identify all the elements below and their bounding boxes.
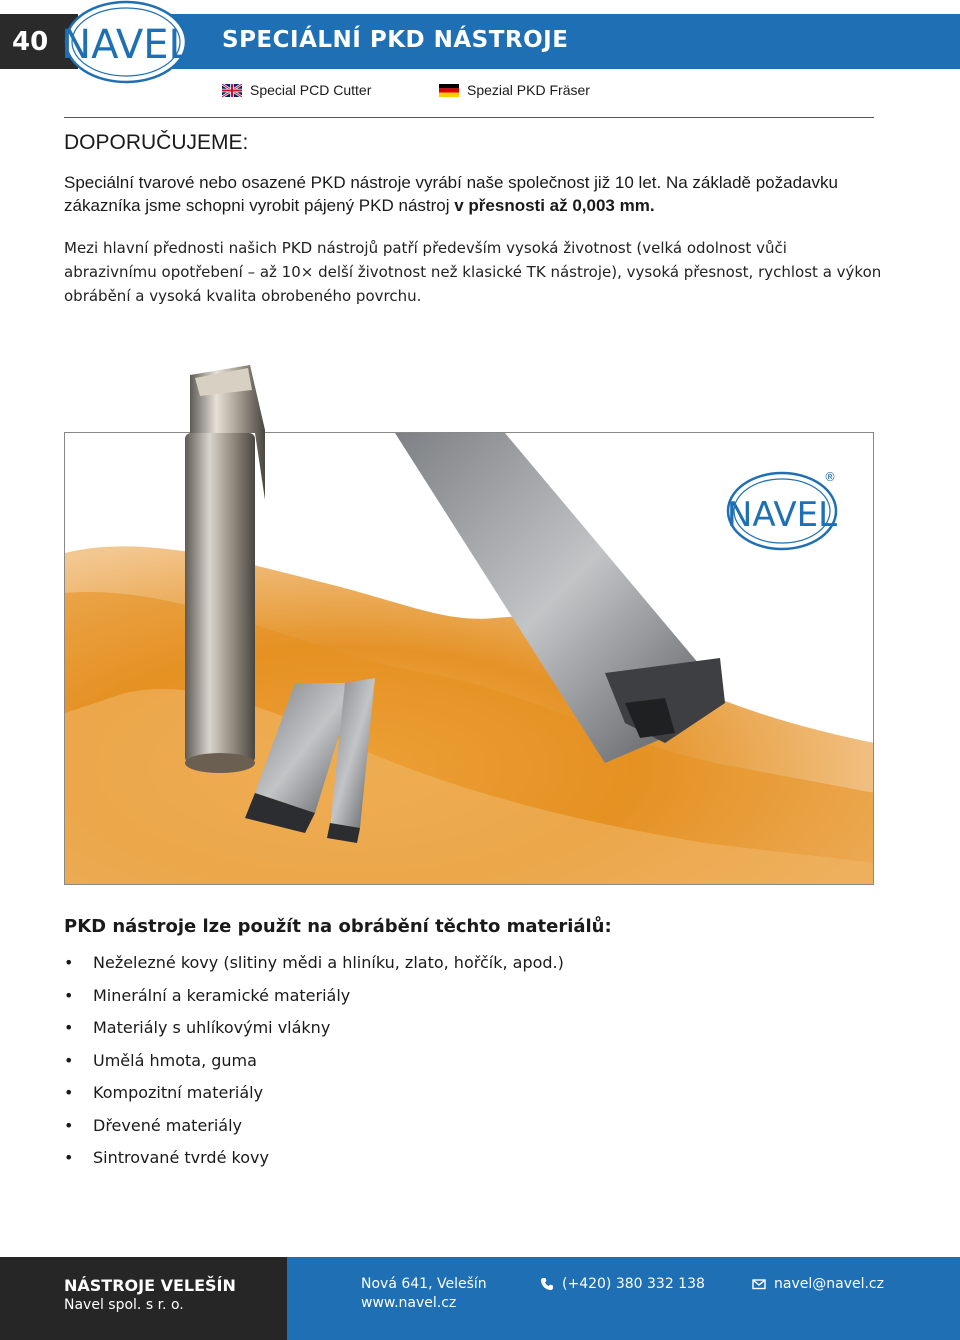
intro-text: Speciální tvarové nebo osazené PKD nástroje vyrábí naše společnost již 10 let. Na základě požadavku zákazníka jsme schopni vyrobit pájený PKD nástroj (64, 173, 838, 215)
language-german-label: Spezial PKD Fräser (467, 82, 590, 98)
bullet: • (64, 1083, 74, 1102)
bullet: • (64, 985, 74, 1005)
page-number: 40 (12, 27, 49, 57)
header-divider (64, 117, 874, 118)
language-english-label: Special PCD Cutter (250, 82, 372, 98)
page-footer (0, 1257, 960, 1340)
language-english (222, 82, 371, 98)
german-flag-icon (439, 84, 459, 97)
list-item-text: Sintrované tvrdé kovy (93, 1148, 269, 1167)
logo-text: NAVEL (62, 22, 190, 68)
language-german (439, 82, 590, 98)
list-item-text: Materiály s uhlíkovými vlákny (93, 1018, 331, 1037)
list-item-text: Umělá hmota, guma (93, 1050, 257, 1070)
footer-website-link[interactable]: www.navel.cz (361, 1295, 457, 1311)
list-item (64, 1015, 564, 1048)
footer-phone[interactable] (540, 1276, 705, 1292)
footer-email-address: navel@navel.cz (774, 1276, 884, 1292)
footer-address: Nová 641, Velešín (361, 1276, 487, 1292)
page-title: SPECIÁLNÍ PKD NÁSTROJE (222, 27, 569, 53)
list-item-text: Dřevené materiály (93, 1115, 243, 1135)
bullet: • (64, 1018, 74, 1037)
list-item (64, 1113, 564, 1146)
list-item (64, 983, 564, 1016)
advantages-paragraph: Mezi hlavní přednosti našich PKD nástrojů patří především vysoká životnost (velká odolnost vůči abrazivnímu opotřebení – až 10× delší životnost než klasické TK nástroje), vysoká přesnost, rychlost a výkon obrábění a vysoká kvalita obrobeného povrchu. (64, 239, 882, 305)
bullet: • (64, 1115, 74, 1135)
bullet: • (64, 1148, 74, 1167)
list-item (64, 950, 564, 983)
intro-precision: v přesnosti až 0,003 mm. (454, 196, 655, 215)
list-item (64, 1080, 564, 1113)
materials-heading: PKD nástroje lze použít na obrábění těchto materiálů: (64, 916, 612, 937)
list-item (64, 1145, 564, 1178)
list-item (64, 1048, 564, 1081)
bullet: • (64, 1050, 74, 1070)
footer-email[interactable] (752, 1276, 884, 1292)
materials-list (64, 950, 564, 1178)
list-item-text: Minerální a keramické materiály (93, 985, 351, 1005)
registered-mark: ® (824, 470, 836, 484)
footer-legal-name: Navel spol. s r. o. (64, 1297, 184, 1313)
footer-phone-number: (+420) 380 332 138 (562, 1276, 705, 1292)
section-heading: DOPORUČUJEME: (64, 131, 249, 154)
navel-logo (62, 0, 190, 84)
uk-flag-icon (222, 84, 242, 97)
envelope-icon (752, 1277, 766, 1291)
footer-company: NÁSTROJE VELEŠÍN (64, 1276, 236, 1295)
list-item-text: Neželezné kovy (slitiny mědi a hliníku, zlato, hořčík, apod.) (93, 953, 564, 972)
list-item-text: Kompozitní materiály (93, 1083, 264, 1102)
product-photo (64, 432, 874, 885)
bullet: • (64, 953, 74, 972)
photo-logo-text: NAVEL (726, 495, 838, 535)
phone-icon (540, 1277, 554, 1291)
intro-paragraph (64, 171, 884, 217)
